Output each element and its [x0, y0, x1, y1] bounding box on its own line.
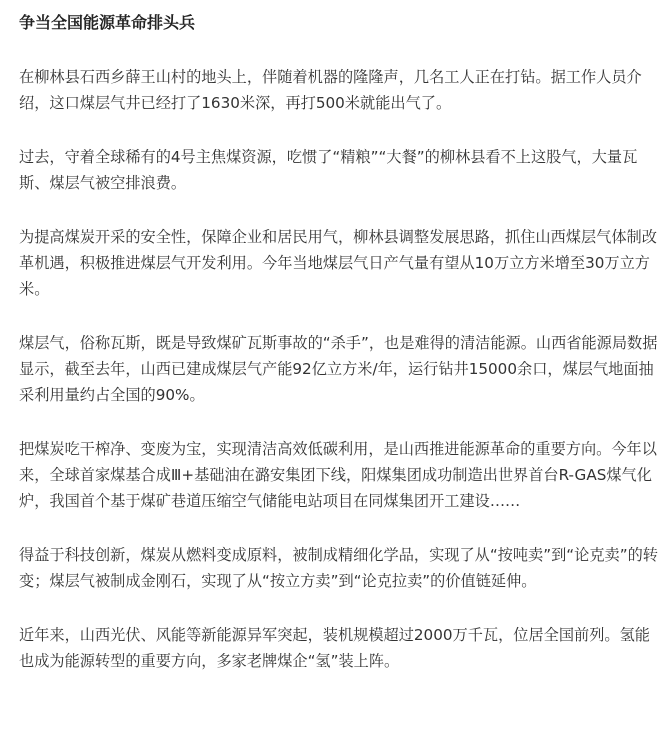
paragraph-1: 在柳林县石西乡薛王山村的地头上，伴随着机器的隆隆声，几名工人正在打钻。据工作人员介绍，这口煤层气井已经打了1630米深，再打500米就能出气了。 [19, 68, 642, 112]
paragraph-4: 煤层气，俗称瓦斯，既是导致煤矿瓦斯事故的“杀手”，也是难得的清洁能源。山西省能源局数据显示，截至去年，山西已建成煤层气产能92亿立方米/年，运行钻井15000余口，煤层气地面抽采利用量约占全国的90%。 [19, 334, 658, 404]
article-title: 争当全国能源革命排头兵 [19, 13, 196, 32]
paragraph-3: 为提高煤炭开采的安全性，保障企业和居民用气，柳林县调整发展思路，抓住山西煤层气体制改革机遇，积极推进煤层气开发利用。今年当地煤层气日产气量有望从10万立方米增至30万立方米。 [19, 228, 657, 298]
paragraph-6: 得益于科技创新，煤炭从燃料变成原料，被制成精细化学品，实现了从“按吨卖”到“论克卖”的转变；煤层气被制成金刚石，实现了从“按立方卖”到“论克拉卖”的价值链延伸。 [19, 546, 658, 590]
paragraph-2: 过去，守着全球稀有的4号主焦煤资源，吃惯了“精粮”“大餐”的柳林县看不上这股气，大量瓦斯、煤层气被空排浪费。 [19, 148, 638, 192]
paragraph-5: 把煤炭吃干榨净、变废为宝，实现清洁高效低碳利用，是山西推进能源革命的重要方向。今年以来，全球首家煤基合成Ⅲ+基础油在潞安集团下线，阳煤集团成功制造出世界首台R-GAS煤气化炉，我国首个基于煤矿巷道压缩空气储能电站项目在同煤集团开工建设…… [19, 440, 657, 510]
paragraph-7: 近年来，山西光伏、风能等新能源异军突起，装机规模超过2000万千瓦，位居全国前列。氢能也成为能源转型的重要方向，多家老牌煤企“氢”装上阵。 [19, 626, 650, 670]
